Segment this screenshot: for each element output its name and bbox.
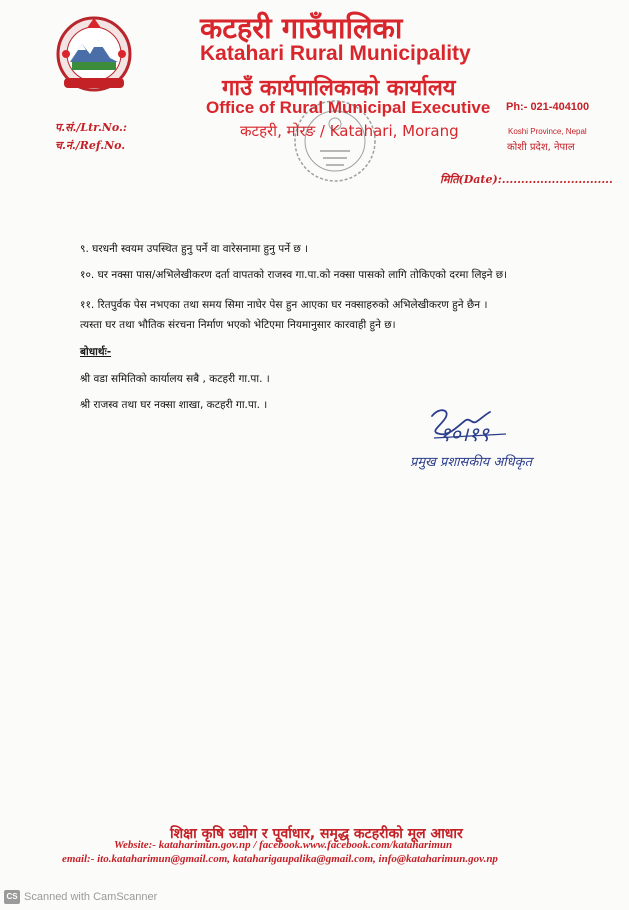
footer-slogan: शिक्षा कृषि उद्योग र पूर्वाधार, समृद्ध कटहरीको मूल आधार bbox=[170, 826, 463, 842]
signature-date: १०।१९ bbox=[440, 422, 490, 446]
footer-website: Website:- kataharimun.gov.np / facebook.www.facebook.com/kataharimun bbox=[114, 839, 453, 851]
body-line-10: १०. घर नक्सा पास/अभिलेखीकरण दर्ता वापतको राजस्व गा.पा.को नक्सा पासको लागि तोकिएको दरमा लिइने छ। bbox=[80, 269, 508, 281]
body-line-11: ११. रितपुर्वक पेस नभएका तथा समय सिमा नाघेर पेस हुन आएका घर नक्साहरुको अभिलेखीकरण हुने छैन । bbox=[80, 299, 488, 311]
letter-number-label: प.सं./Ltr.No.: bbox=[55, 121, 127, 134]
province-nepali: कोशी प्रदेश, नेपाल bbox=[507, 142, 575, 153]
office-name-english: Office of Rural Municipal Executive bbox=[206, 98, 491, 117]
cc-recipient-ward-offices: श्री वडा समितिको कार्यालय सबै , कटहरी गा.पा. । bbox=[80, 373, 270, 385]
phone-number: Ph:- 021-404100 bbox=[506, 101, 590, 113]
date-field-label: मिति(Date):............................. bbox=[440, 173, 613, 186]
municipality-name-english: Katahari Rural Municipality bbox=[200, 42, 471, 65]
footer-email: email:- ito.kataharimun@gmail.com, kataharigaupalika@gmail.com, info@kataharimun.gov.np bbox=[62, 853, 498, 865]
camscanner-text: Scanned with CamScanner bbox=[24, 891, 158, 903]
body-line-9: ९. घरधनी स्वयम उपस्थित हुनु पर्ने वा वारेसनामा हुनु पर्ने छ । bbox=[80, 243, 309, 255]
camscanner-watermark bbox=[0, 886, 200, 908]
office-stamp bbox=[290, 96, 380, 186]
municipality-emblem-logo bbox=[54, 14, 134, 96]
reference-number-label: च.नं./Ref.No. bbox=[55, 139, 126, 152]
office-name-nepali: गाउँ कार्यपालिकाको कार्यालय bbox=[222, 76, 456, 101]
cc-heading: बोधार्थः- bbox=[80, 346, 112, 358]
body-line-11-continued: त्यस्ता घर तथा भौतिक संरचना निर्माण भएको भेटिएमा नियमानुसार कारवाही हुने छ। bbox=[80, 319, 396, 331]
province-english: Koshi Province, Nepal bbox=[508, 127, 587, 136]
cc-recipient-revenue-section: श्री राजस्व तथा घर नक्सा शाखा, कटहरी गा.पा. । bbox=[80, 399, 268, 411]
chief-administrative-officer-title: प्रमुख प्रशासकीय अधिकृत bbox=[410, 455, 533, 470]
municipality-name-nepali: कटहरी गाउँपालिका bbox=[200, 11, 403, 45]
camscanner-logo-icon: CS bbox=[4, 890, 20, 904]
office-address: कटहरी, मोरङ / Katahari, Morang bbox=[240, 122, 459, 140]
